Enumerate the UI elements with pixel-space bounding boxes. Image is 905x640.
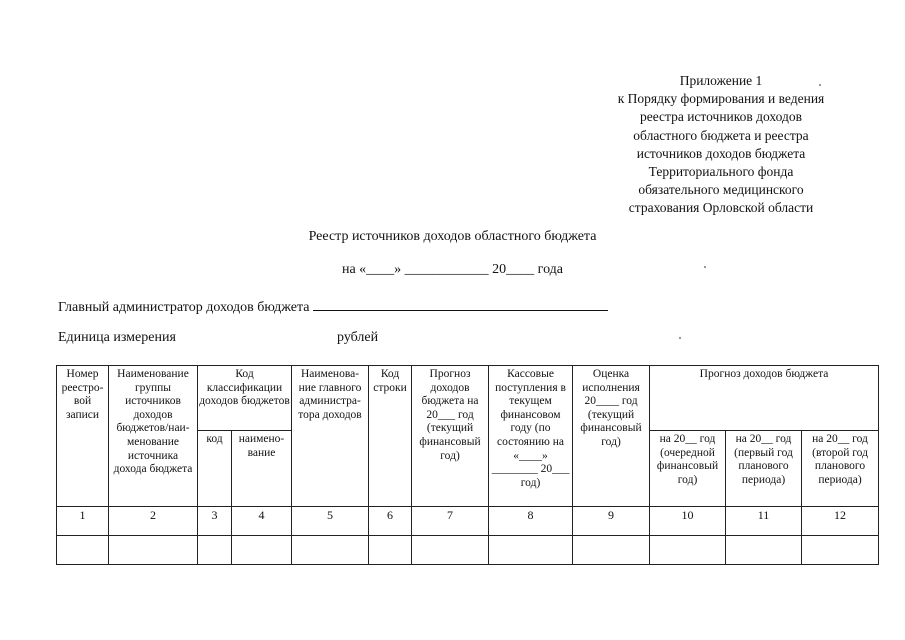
column-number: 2 bbox=[109, 507, 198, 536]
column-number: 12 bbox=[802, 507, 879, 536]
administrator-line bbox=[58, 296, 608, 316]
column-number-row bbox=[57, 507, 879, 536]
appendix-line: к Порядку формирования и ведения bbox=[617, 91, 825, 107]
appendix-line: Приложение 1 bbox=[679, 73, 763, 88]
administrator-label: Главный администратор доходов бюджета bbox=[58, 300, 310, 315]
table-cell bbox=[573, 536, 650, 565]
header-execution-estimate: Оценка исполнения 20____ год (текущий финансовый год) bbox=[573, 366, 650, 507]
column-number: 8 bbox=[489, 507, 573, 536]
appendix-line: страхования Орловской области bbox=[628, 200, 814, 216]
table-cell bbox=[369, 536, 412, 565]
header-administrator-name: Наименова-ние главного администра-тора доходов bbox=[292, 366, 369, 507]
header-budget-forecast: Прогноз доходов бюджета bbox=[650, 366, 879, 431]
header-next-year: на 20__ год (очередной финансовый год) bbox=[650, 431, 726, 507]
unit-label: Единица измерения bbox=[58, 330, 176, 345]
table-cell bbox=[198, 536, 232, 565]
header-cash-receipts: Кассовые поступления в текущем финансовом году (по состоянию на «____» ________ 20___ год) bbox=[489, 366, 573, 507]
header-second-planning-year: на 20__ год (второй год планового периода) bbox=[802, 431, 879, 507]
header-row bbox=[57, 366, 879, 431]
table-cell bbox=[650, 536, 726, 565]
scan-speck bbox=[819, 84, 821, 86]
column-number: 9 bbox=[573, 507, 650, 536]
appendix-block bbox=[590, 72, 852, 218]
column-number: 4 bbox=[232, 507, 292, 536]
table-cell bbox=[57, 536, 109, 565]
column-number: 6 bbox=[369, 507, 412, 536]
table-cell bbox=[292, 536, 369, 565]
header-record-number: Номер реестро-вой записи bbox=[57, 366, 109, 507]
appendix-line: реестра источников доходов bbox=[639, 109, 803, 125]
table-cell bbox=[232, 536, 292, 565]
header-name: наимено-вание bbox=[232, 431, 292, 507]
header-forecast-current: Прогноз доходов бюджета на 20___ год (текущий финансовый год) bbox=[412, 366, 489, 507]
table-cell bbox=[109, 536, 198, 565]
document-title: Реестр источников доходов областного бюджета bbox=[308, 229, 597, 244]
appendix-line: обязательного медицинского bbox=[638, 182, 804, 198]
appendix-line: источников доходов бюджета bbox=[636, 145, 806, 161]
header-first-planning-year: на 20__ год (первый год планового периода) bbox=[726, 431, 802, 507]
column-number: 5 bbox=[292, 507, 369, 536]
administrator-blank-field bbox=[313, 296, 608, 311]
unit-value: рублей bbox=[337, 330, 379, 345]
header-group-name: Наименование группы источников доходов бюджетов/наи-менование источника дохода бюджета bbox=[109, 366, 198, 507]
scan-speck bbox=[704, 266, 706, 268]
header-row-code: Код строки bbox=[369, 366, 412, 507]
table-cell bbox=[726, 536, 802, 565]
header-classification-code: Код классификации доходов бюджетов bbox=[198, 366, 292, 431]
appendix-line: Территориального фонда bbox=[648, 164, 794, 180]
appendix-line: областного бюджета и реестра bbox=[633, 127, 809, 143]
income-registry-table bbox=[56, 365, 879, 565]
column-number: 3 bbox=[198, 507, 232, 536]
table-cell bbox=[412, 536, 489, 565]
column-number: 11 bbox=[726, 507, 802, 536]
scan-speck bbox=[679, 337, 681, 339]
column-number: 7 bbox=[412, 507, 489, 536]
column-number: 1 bbox=[57, 507, 109, 536]
date-line: на «____» ____________ 20____ года bbox=[341, 262, 564, 277]
table-cell bbox=[802, 536, 879, 565]
table-cell bbox=[489, 536, 573, 565]
header-code: код bbox=[198, 431, 232, 507]
column-number: 10 bbox=[650, 507, 726, 536]
empty-data-row bbox=[57, 536, 879, 565]
